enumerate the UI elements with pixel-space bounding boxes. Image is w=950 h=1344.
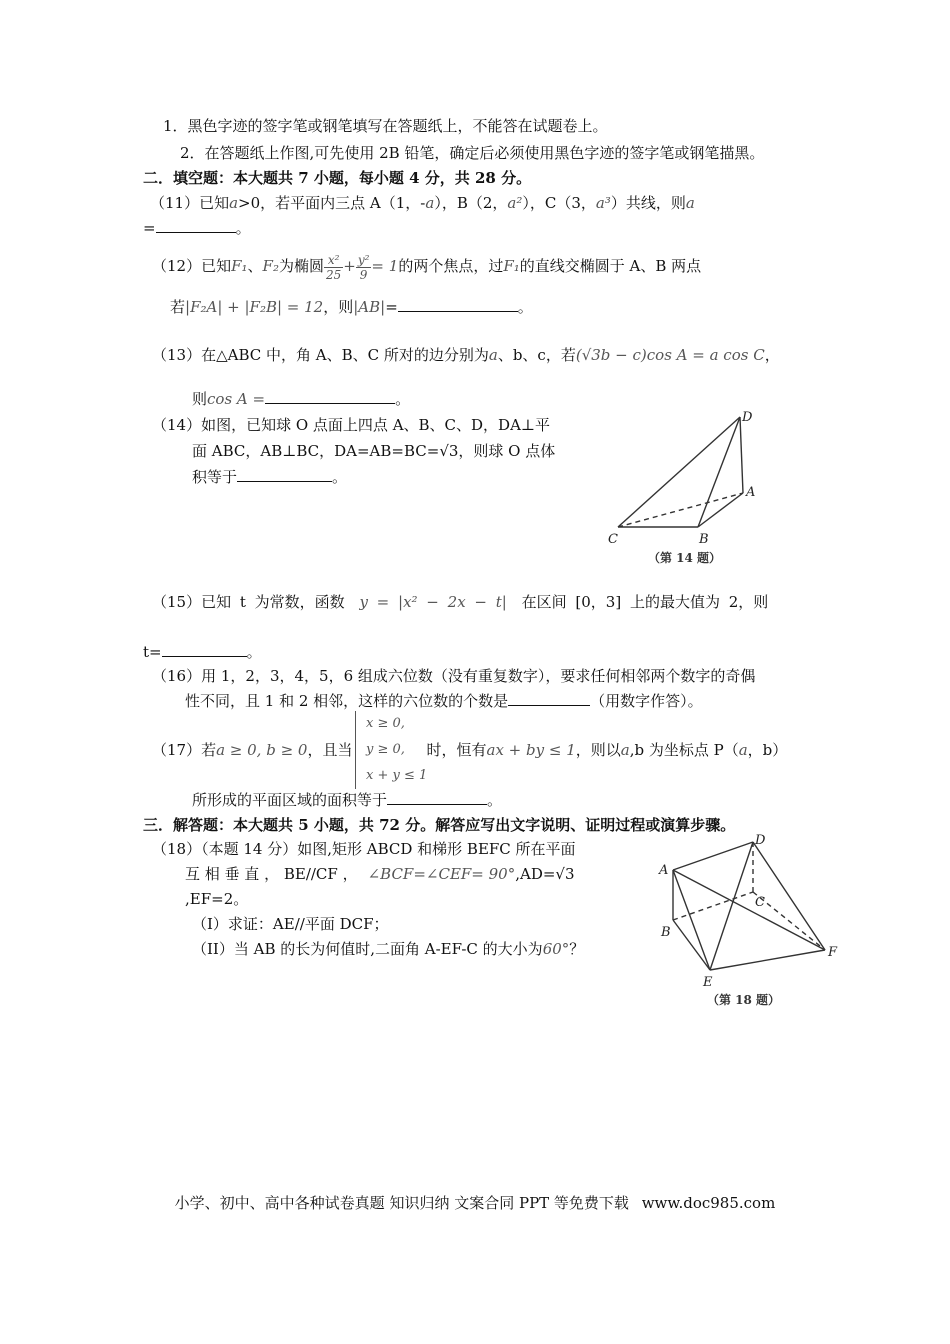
q13-text: 、b、c，若 (497, 346, 576, 364)
question-15-line-2 (143, 642, 262, 662)
q12-math: |AB| (353, 298, 386, 316)
q11-math: a² (507, 194, 523, 212)
question-11 (150, 193, 695, 213)
question-17 (152, 740, 787, 760)
page-footer (0, 1192, 950, 1213)
section-2-header: 二．填空题：本大题共 7 小题，每小题 4 分，共 28 分。 (143, 169, 532, 187)
q12-math: F₁ (503, 257, 520, 275)
q12-text: 、 (247, 257, 263, 275)
q12-text: 若 (170, 298, 186, 316)
q17-text: ，b） (747, 741, 788, 759)
question-18-part-2 (192, 939, 584, 959)
figure-18-label-f: F (828, 945, 838, 960)
q12-answer-blank[interactable] (398, 297, 518, 312)
q17-answer-blank[interactable] (387, 790, 487, 805)
q15-text: 在区间 [0，3] 上的最大值为 2，则 (521, 593, 769, 611)
figure-14-caption: （第 14 题） (648, 551, 722, 565)
question-15 (152, 592, 768, 612)
q11-text: ），C（3， (522, 194, 596, 212)
question-18-line-3: ,EF=2。 (185, 890, 249, 908)
question-18-line-1: （18）（本题 14 分）如图,矩形 ABCD 和梯形 BEFC 所在平面 (152, 840, 576, 858)
q12-plus: + (343, 257, 356, 275)
q12-fraction-x: $\frac{\text{x²}}{25}$ (325, 252, 342, 282)
question-13-line-2 (192, 389, 410, 409)
q12-text: （12）已知 (152, 257, 232, 275)
q13-answer-blank[interactable] (265, 389, 395, 404)
q17-case-2: y ≥ 0, (366, 742, 405, 757)
q15-text: t= (143, 643, 162, 661)
instruction-2: 2．在答题纸上作图,可先使用 2B 铅笔，确定后必须使用黑色字迹的签字笔或钢笔描黑。 (180, 144, 765, 162)
q13-math: a (488, 346, 498, 364)
q17-case-1: x ≥ 0, (366, 716, 405, 731)
question-12 (152, 246, 701, 286)
q17-text: ,b 为坐标点 P（ (629, 741, 739, 759)
q12-fraction-y: $\frac{\text{y²}}{9}$ (357, 252, 370, 282)
figure-18-label-c: C (755, 895, 765, 910)
question-16-line-2 (185, 691, 703, 711)
q11-math: a (229, 194, 239, 212)
q13-text: （13）在△ABC 中，角 A、B、C 所对的边分别为 (152, 346, 489, 364)
q11-eq: = (143, 219, 156, 237)
q17-math: a (620, 741, 630, 759)
q12-text: ，则 (323, 298, 354, 316)
q14-answer-blank[interactable] (237, 467, 332, 482)
figure-18-caption: （第 18 题） (707, 993, 781, 1007)
question-14-line-2: 面 ABC，AB⊥BC，DA=AB=BC=√3，则球 O 点体 (192, 442, 556, 460)
q12-text: 的两个焦点，过 (398, 257, 504, 275)
q16-text: （用数字作答）。 (590, 692, 703, 710)
question-14-line-3 (192, 467, 347, 487)
q13-math: (√3b − c)cos A = a cos C (575, 346, 765, 364)
footer-link[interactable]: www.doc985.com (641, 1194, 776, 1212)
q12-text: 为椭圆 (278, 257, 324, 275)
q17-period: 。 (487, 791, 503, 809)
q18-math: ∠BCF=∠CEF= 90° (367, 865, 516, 883)
q18-text: ,AD=√3 (515, 865, 575, 883)
question-14-line-1: （14）如图，已知球 O 点面上四点 A、B、C、D，DA⊥平 (152, 416, 551, 434)
q17-case-3: x + y ≤ 1 (366, 768, 428, 783)
q13-math: cos A = (207, 390, 266, 408)
q13-text: ， (764, 346, 780, 364)
question-18-line-2 (185, 864, 575, 884)
question-18-part-1: （I）求证：AE//平面 DCF； (192, 915, 389, 933)
q18-text: （II）当 AB 的长为何值时,二面角 A-EF-C 的大小为 (192, 940, 543, 958)
q17-text: 时，恒有 (426, 741, 487, 759)
q17-text: ，且当 (307, 741, 353, 759)
q18-text: 互 相 垂 直 ， BE//CF ， (185, 865, 358, 883)
q15-period: 。 (246, 643, 262, 661)
instruction-1: 1．黑色字迹的签字笔或钢笔填写在答题纸上，不能答在试题卷上。 (163, 117, 608, 135)
footer-text: 小学、初中、高中各种试卷真题 知识归纳 文案合同 PPT 等免费下载 (174, 1194, 629, 1212)
q15-math: y = |x² − 2x − t| (359, 593, 507, 611)
q12-period: 。 (517, 298, 533, 316)
q17-math: a (738, 741, 748, 759)
q17-text: ，则以 (575, 741, 621, 759)
question-17-line-2 (192, 790, 502, 810)
q11-text: >0，若平面内三点 A（1，- (238, 194, 426, 212)
figure-14-lines (618, 417, 743, 527)
figure-14-label-b: B (699, 532, 709, 547)
q17-system (355, 711, 427, 789)
figure-14-label-a: A (746, 485, 756, 500)
q16-answer-blank[interactable] (508, 691, 590, 706)
section-3-header: 三．解答题：本大题共 5 小题，共 72 分。解答应写出文字说明、证明过程或演算步骤。 (143, 816, 736, 834)
q14-text: 积等于 (192, 468, 238, 486)
q11-math: a (425, 194, 435, 212)
q12-eq: = 1 (371, 257, 399, 275)
q15-text: （15）已知 t 为常数，函数 (152, 593, 345, 611)
q16-text: 性不同，且 1 和 2 相邻，这样的六位数的个数是 (185, 692, 509, 710)
question-13 (152, 345, 780, 365)
q12-math: F₁ (231, 257, 248, 275)
question-16-line-1: （16）用 1，2，3，4，5，6 组成六位数（没有重复数字），要求任何相邻两个数字的奇偶 (152, 667, 756, 685)
q12-text: = (385, 298, 398, 316)
figure-18-label-a: A (659, 863, 669, 878)
figure-18-lines (673, 842, 825, 970)
figure-14 (600, 405, 760, 570)
q15-answer-blank[interactable] (162, 642, 247, 657)
q17-math: ax + by ≤ 1 (486, 741, 576, 759)
q17-math: a ≥ 0, b ≥ 0 (216, 741, 308, 759)
q18-math: 60° (542, 940, 570, 958)
figure-18-label-d: D (755, 833, 766, 848)
q11-period: 。 (235, 219, 251, 237)
q11-answer-blank[interactable] (156, 218, 236, 233)
q12-math: F₂ (262, 257, 279, 275)
question-11-answer-line (143, 218, 251, 238)
figure-14-label-d: D (742, 410, 753, 425)
q12-text: 的直线交椭圆于 A、B 两点 (519, 257, 702, 275)
q11-text: （11）已知 (150, 194, 230, 212)
q13-period: 。 (395, 390, 411, 408)
q11-text: ），B（2， (434, 194, 508, 212)
q13-text: 则 (192, 390, 208, 408)
q12-math: |F₂A| + |F₂B| = 12 (185, 298, 324, 316)
q17-text: 所形成的平面区域的面积等于 (192, 791, 388, 809)
figure-18-label-e: E (703, 975, 713, 990)
q11-text: ）共线，则 (610, 194, 686, 212)
q11-math: a (685, 194, 695, 212)
question-12-line-2 (170, 297, 533, 317)
figure-14-label-c: C (608, 532, 618, 547)
q11-math: a³ (595, 194, 611, 212)
q17-text: （17）若 (152, 741, 217, 759)
figure-18 (655, 830, 845, 1010)
q14-period: 。 (332, 468, 348, 486)
figure-18-label-b: B (661, 925, 671, 940)
q18-text: ？ (569, 940, 585, 958)
